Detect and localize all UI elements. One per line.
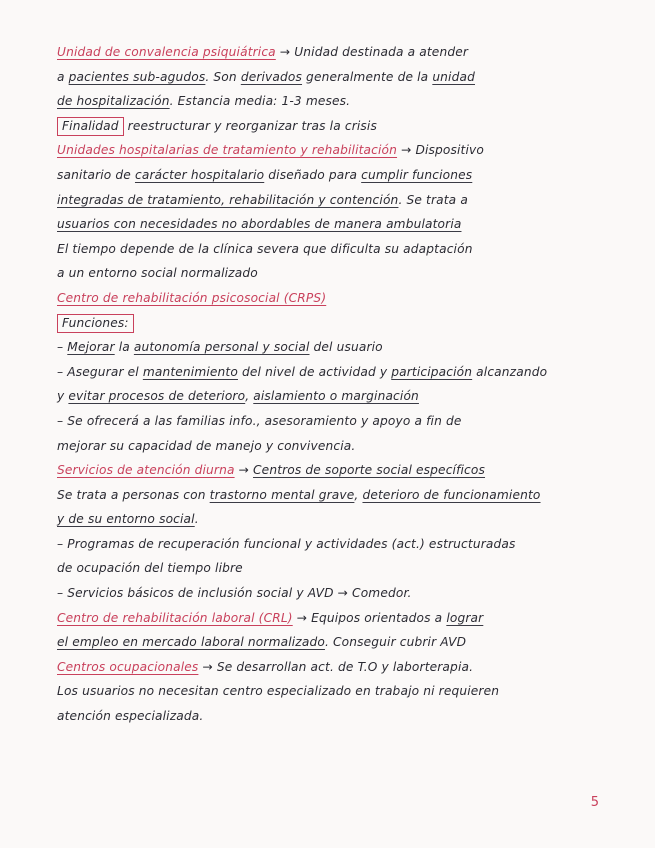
note-line: de ocupación del tiempo libre xyxy=(57,561,243,576)
note-line: Finalidad reestructurar y reorganizar tras la crisis xyxy=(57,114,617,139)
note-line: de hospitalización. Estancia media: 1-3 meses. xyxy=(57,94,351,109)
note-line: integradas de tratamiento, rehabilitación y contención. Se trata a xyxy=(57,192,468,207)
note-line: – Mejorar la autonomía personal y social del usuario xyxy=(57,340,383,355)
note-line: Unidad de convalencia psiquiátrica → Unidad destinada a atender xyxy=(57,45,469,59)
note-line: Unidades hospitalarias de tratamiento y rehabilitación → Dispositivo xyxy=(57,143,484,158)
note-line: – Asegurar el mantenimiento del nivel de actividad y participación alcanzando xyxy=(57,364,548,379)
note-line: y evitar procesos de deterioro, aislamiento o marginación xyxy=(57,389,419,404)
heading-unidad-convalencia: Unidad de convalencia psiquiátrica xyxy=(57,45,276,59)
note-line: sanitario de carácter hospitalario diseñado para cumplir funciones xyxy=(57,167,473,182)
page-number: 5 xyxy=(590,795,599,810)
note-line: Se trata a personas con trastorno mental grave, deterioro de funcionamiento xyxy=(57,487,541,502)
note-line: El tiempo depende de la clínica severa que dificulta su adaptación xyxy=(57,241,473,256)
heading-centros-ocupacionales: Centros ocupacionales xyxy=(57,659,199,674)
heading-servicios-atencion-diurna: Servicios de atención diurna xyxy=(57,463,235,478)
note-line: atención especializada. xyxy=(57,709,204,724)
boxed-label-finalidad: Finalidad xyxy=(57,117,124,136)
note-line: a un entorno social normalizado xyxy=(57,266,258,281)
note-line: – Programas de recuperación funcional y actividades (act.) estructuradas xyxy=(57,536,516,551)
heading-crl: Centro de rehabilitación laboral (CRL) xyxy=(57,610,293,625)
heading-crps: Centro de rehabilitación psicosocial (CRPS) xyxy=(57,290,327,305)
note-line: y de su entorno social. xyxy=(57,512,199,527)
note-line xyxy=(57,311,617,336)
note-line: a pacientes sub-agudos. Son derivados generalmente de la unidad xyxy=(57,69,475,84)
note-line: el empleo en mercado laboral normalizado. Conseguir cubrir AVD xyxy=(57,635,467,650)
note-line: Los usuarios no necesitan centro especializado en trabajo ni requieren xyxy=(57,684,500,699)
heading-unidades-hospitalarias: Unidades hospitalarias de tratamiento y rehabilitación xyxy=(57,143,398,158)
note-line: Servicios de atención diurna → Centros de soporte social específicos xyxy=(57,463,486,478)
note-line: mejorar su capacidad de manejo y convivencia. xyxy=(57,438,356,453)
note-line: Centros ocupacionales → Se desarrollan act. de T.O y laborterapia. xyxy=(57,659,474,674)
note-line: Centro de rehabilitación laboral (CRL) → Equipos orientados a lograr xyxy=(57,610,484,625)
boxed-label-funciones: Funciones: xyxy=(57,314,134,333)
note-line: – Se ofrecerá a las familias info., asesoramiento y apoyo a fin de xyxy=(57,413,462,428)
handwritten-notes xyxy=(57,40,617,729)
note-line xyxy=(57,286,617,311)
note-line: – Servicios básicos de inclusión social y AVD → Comedor. xyxy=(57,586,412,601)
note-line: usuarios con necesidades no abordables de manera ambulatoria xyxy=(57,217,462,232)
